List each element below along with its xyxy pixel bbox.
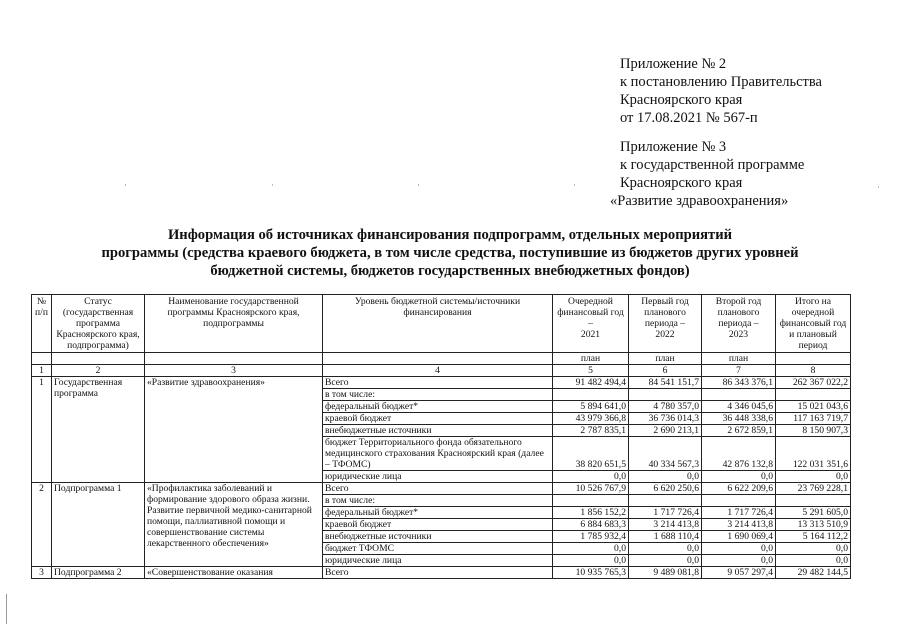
appendix-3-block — [610, 138, 805, 210]
column-number-row — [32, 365, 851, 377]
row-funding-level: Всего — [323, 483, 553, 495]
row-funding-level: бюджет Территориального фонда обязательного медицинского страхования Красноярский края (далее – ТФОМС) — [323, 437, 553, 471]
row-value-v2021: 1 856 152,2 — [553, 507, 629, 519]
row-value-total: 23 769 228,1 — [776, 483, 851, 495]
row-value-v2022: 40 334 567,3 — [629, 437, 702, 471]
row-value-v2021: 5 894 641,0 — [553, 401, 629, 413]
plan-label: план — [553, 353, 629, 365]
row-value-v2022: 3 214 413,8 — [629, 519, 702, 531]
row-value-v2023: 86 343 376,1 — [702, 377, 776, 389]
appendix-3-line: Красноярского края — [620, 175, 743, 191]
row-value-total — [776, 495, 851, 507]
appendix-2-line: к постановлению Правительства — [620, 74, 822, 90]
row-value-total: 0,0 — [776, 471, 851, 483]
row-funding-level: юридические лица — [323, 471, 553, 483]
row-value-v2023: 0,0 — [702, 471, 776, 483]
appendix-3-line: «Развитие здравоохранения» — [610, 193, 789, 209]
appendix-2-line: Красноярского края — [620, 92, 743, 108]
header-year-2021: Очередной финансовый год – 2021 — [553, 295, 629, 353]
row-funding-level: краевой бюджет — [323, 519, 553, 531]
row-value-v2023: 3 214 413,8 — [702, 519, 776, 531]
row-value-v2023 — [702, 389, 776, 401]
row-value-v2022 — [629, 389, 702, 401]
table-row — [32, 483, 851, 495]
column-number: 8 — [776, 365, 851, 377]
header-plan-row — [32, 353, 851, 365]
table-row — [32, 377, 851, 389]
row-funding-level: федеральный бюджет* — [323, 507, 553, 519]
row-value-v2022: 0,0 — [629, 543, 702, 555]
row-status: Подпрограмма 1 — [52, 483, 145, 567]
row-number: 1 — [32, 377, 52, 483]
row-value-total: 15 021 043,6 — [776, 401, 851, 413]
row-value-v2023: 4 346 045,6 — [702, 401, 776, 413]
appendix-3-line: к государственной программе — [620, 157, 805, 173]
row-value-total: 262 367 022,2 — [776, 377, 851, 389]
title-line: Информация об источниках финансирования подпрограмм, отдельных мероприятий — [167, 227, 733, 243]
row-value-v2023: 42 876 132,8 — [702, 437, 776, 471]
row-value-v2022: 4 780 357,0 — [629, 401, 702, 413]
document-title — [60, 226, 840, 280]
row-value-v2023: 2 672 859,1 — [702, 425, 776, 437]
row-funding-level: Всего — [323, 377, 553, 389]
row-value-total: 8 150 907,3 — [776, 425, 851, 437]
row-value-total: 0,0 — [776, 543, 851, 555]
row-value-v2023: 6 622 209,6 — [702, 483, 776, 495]
row-value-v2022: 0,0 — [629, 471, 702, 483]
row-program-name: «Профилактика заболеваний и формирование здорового образа жизни. Развитие первичной медико-санитарной помощи, паллиативной помощи и совершенствование системы лекарственного обеспечения» — [145, 483, 323, 567]
row-funding-level: внебюджетные источники — [323, 425, 553, 437]
row-program-name: «Развитие здравоохранения» — [145, 377, 323, 483]
header-year-2022: Первый год планового периода – 2022 — [629, 295, 702, 353]
row-value-v2021: 1 785 932,4 — [553, 531, 629, 543]
header-year-2023: Второй год планового периода – 2023 — [702, 295, 776, 353]
row-funding-level: в том числе: — [323, 495, 553, 507]
row-value-v2023: 1 690 069,4 — [702, 531, 776, 543]
row-funding-level: бюджет ТФОМС — [323, 543, 553, 555]
row-value-v2021: 43 979 366,8 — [553, 413, 629, 425]
row-value-total: 29 482 144,5 — [776, 567, 851, 579]
row-value-v2021: 91 482 494,4 — [553, 377, 629, 389]
title-line: бюджетной системы, бюджетов государственных внебюджетных фондов) — [210, 263, 690, 279]
appendix-2-line: Приложение № 2 — [620, 56, 727, 72]
column-number: 7 — [702, 365, 776, 377]
header-row — [32, 295, 851, 353]
row-number: 2 — [32, 483, 52, 567]
column-number: 3 — [145, 365, 323, 377]
row-value-v2022: 2 690 213,1 — [629, 425, 702, 437]
row-value-v2023: 0,0 — [702, 543, 776, 555]
row-value-v2021: 0,0 — [553, 543, 629, 555]
row-program-name: «Совершенствование оказания — [145, 567, 323, 579]
plan-label — [776, 353, 851, 365]
row-funding-level: Всего — [323, 567, 553, 579]
row-value-v2021: 38 820 651,5 — [553, 437, 629, 471]
financing-table — [31, 294, 851, 579]
header-name: Наименование государственной программы Красноярского края, подпрограммы — [145, 295, 323, 353]
row-value-v2022: 1 688 110,4 — [629, 531, 702, 543]
row-value-v2021: 2 787 835,1 — [553, 425, 629, 437]
table-row — [32, 567, 851, 579]
row-value-total: 117 163 719,7 — [776, 413, 851, 425]
row-value-v2022: 36 736 014,3 — [629, 413, 702, 425]
row-value-v2023 — [702, 495, 776, 507]
row-value-total: 13 313 510,9 — [776, 519, 851, 531]
row-value-total: 0,0 — [776, 555, 851, 567]
header-level: Уровень бюджетной системы/источники финансирования — [323, 295, 553, 353]
column-number: 5 — [553, 365, 629, 377]
row-number: 3 — [32, 567, 52, 579]
row-status: Подпрограмма 2 — [52, 567, 145, 579]
column-number: 6 — [629, 365, 702, 377]
row-value-v2023: 1 717 726,4 — [702, 507, 776, 519]
row-value-total: 5 164 112,2 — [776, 531, 851, 543]
header-no: № п/п — [32, 295, 52, 353]
row-value-v2023: 9 057 297,4 — [702, 567, 776, 579]
row-funding-level: юридические лица — [323, 555, 553, 567]
row-value-v2023: 36 448 338,6 — [702, 413, 776, 425]
row-funding-level: федеральный бюджет* — [323, 401, 553, 413]
appendix-2-block — [620, 55, 822, 127]
row-value-total: 122 031 351,6 — [776, 437, 851, 471]
row-value-v2022: 9 489 081,8 — [629, 567, 702, 579]
column-number: 4 — [323, 365, 553, 377]
row-value-v2022: 1 717 726,4 — [629, 507, 702, 519]
scan-edge-line — [6, 594, 7, 624]
row-value-v2022: 0,0 — [629, 555, 702, 567]
row-value-v2021: 0,0 — [553, 555, 629, 567]
title-line: программы (средства краевого бюджета, в том числе средства, поступившие из бюджетов других уровней — [101, 245, 799, 261]
row-value-v2021 — [553, 389, 629, 401]
row-value-v2021 — [553, 495, 629, 507]
row-value-v2023: 0,0 — [702, 555, 776, 567]
row-funding-level: внебюджетные источники — [323, 531, 553, 543]
row-value-total — [776, 389, 851, 401]
row-value-v2021: 6 884 683,3 — [553, 519, 629, 531]
column-number: 1 — [32, 365, 52, 377]
row-value-v2022: 84 541 151,7 — [629, 377, 702, 389]
appendix-2-line: от 17.08.2021 № 567-п — [620, 110, 758, 126]
row-status: Государственная программа — [52, 377, 145, 483]
appendix-3-line: Приложение № 3 — [620, 139, 727, 155]
row-value-v2021: 10 935 765,3 — [553, 567, 629, 579]
plan-label: план — [702, 353, 776, 365]
row-funding-level: краевой бюджет — [323, 413, 553, 425]
plan-label: план — [629, 353, 702, 365]
row-value-v2022 — [629, 495, 702, 507]
row-value-v2021: 10 526 767,9 — [553, 483, 629, 495]
row-funding-level: в том числе: — [323, 389, 553, 401]
row-value-total: 5 291 605,0 — [776, 507, 851, 519]
table-body — [32, 377, 851, 579]
header-status: Статус (государственная программа Красноярского края, подпрограмма) — [52, 295, 145, 353]
column-number: 2 — [52, 365, 145, 377]
row-value-v2022: 6 620 250,6 — [629, 483, 702, 495]
row-value-v2021: 0,0 — [553, 471, 629, 483]
header-total: Итого на очередной финансовый год и плановый период — [776, 295, 851, 353]
